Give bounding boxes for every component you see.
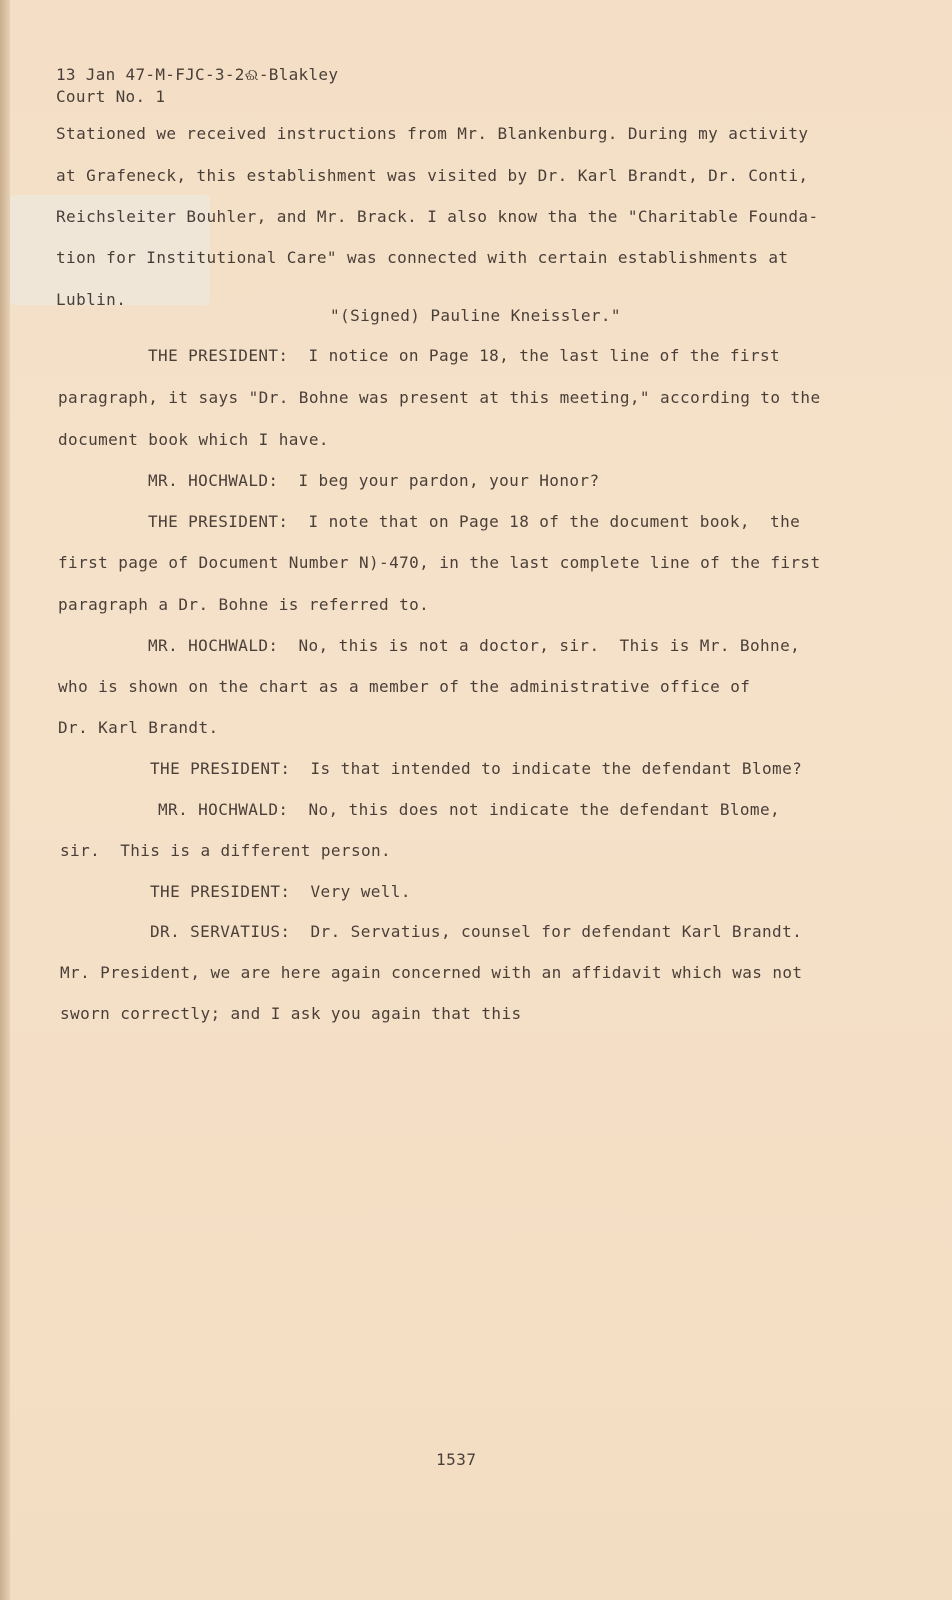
body-line: Dr. Karl Brandt. [58,718,219,737]
document-header [56,64,338,108]
header-reference: 13 Jan 47-M-FJC-3-2ଈ-Blakley [56,65,339,84]
body-line: MR. HOCHWALD: No, this does not indicate the defendant Blome, [158,800,781,819]
body-line: Lublin. [56,290,127,309]
body-line: Reichsleiter Bouhler, and Mr. Brack. I also know tha the "Charitable Founda- [56,207,819,226]
body-line: Mr. President, we are here again concerned with an affidavit which was not [60,963,803,982]
header-court: Court No. 1 [56,87,166,106]
body-line: sir. This is a different person. [60,841,392,860]
body-line: sworn correctly; and I ask you again that this [60,1004,522,1023]
body-line: document book which I have. [58,430,329,449]
body-line: THE PRESIDENT: Very well. [150,882,411,901]
body-line: MR. HOCHWALD: No, this is not a doctor, sir. This is Mr. Bohne, [148,636,801,655]
paper-edge [0,0,10,1600]
body-line: MR. HOCHWALD: I beg your pardon, your Honor? [148,471,600,490]
body-line: THE PRESIDENT: I notice on Page 18, the last line of the first [148,346,781,365]
body-line: THE PRESIDENT: Is that intended to indicate the defendant Blome? [150,759,803,778]
page-number: 1537 [436,1450,477,1469]
body-line: paragraph, it says "Dr. Bohne was present at this meeting," according to the [58,388,821,407]
body-line: first page of Document Number N)-470, in the last complete line of the first [58,553,821,572]
signature-line: "(Signed) Pauline Kneissler." [330,306,621,325]
body-line: paragraph a Dr. Bohne is referred to. [58,595,430,614]
body-line: tion for Institutional Care" was connected with certain establishments at [56,248,789,267]
body-line: who is shown on the chart as a member of the administrative office of [58,677,751,696]
body-line: Stationed we received instructions from Mr. Blankenburg. During my activity [56,124,809,143]
body-line: DR. SERVATIUS: Dr. Servatius, counsel for defendant Karl Brandt. [150,922,803,941]
body-line: THE PRESIDENT: I note that on Page 18 of the document book, the [148,512,801,531]
body-line: at Grafeneck, this establishment was visited by Dr. Karl Brandt, Dr. Conti, [56,166,809,185]
